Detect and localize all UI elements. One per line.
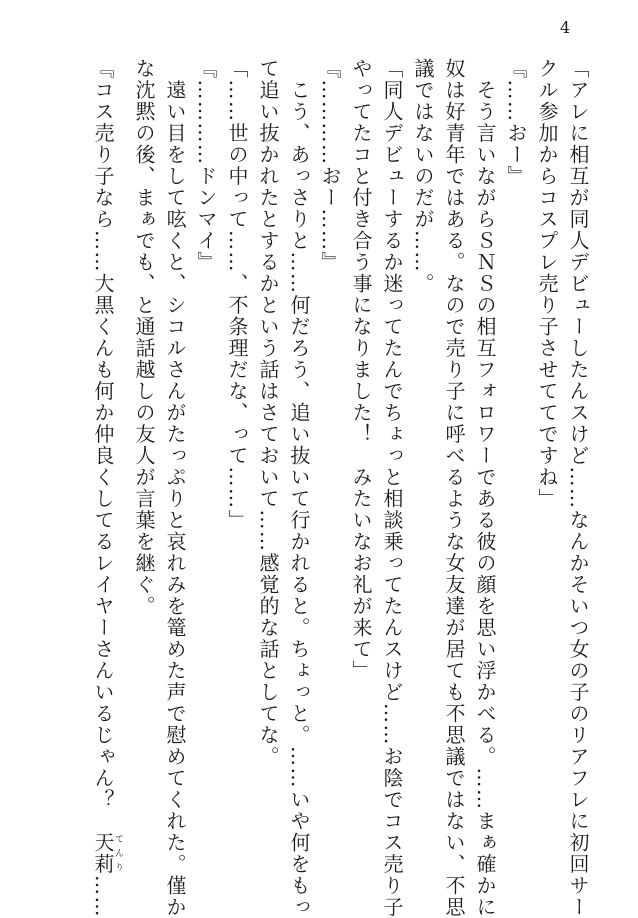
text-line-last-end: …… [91,875,115,918]
text-line: 『……おー』 [504,58,528,187]
text-line: 「アレに相互が同人デビューしたんスけど……なんかそいつ女の子のリアフレに初回サー [566,58,590,918]
text-line: 奴は好青年ではある。なので売り子に呼べるような女友達が居ても不思議ではない、不思 [442,58,466,918]
text-line: 「同人デビューするか迷ってたんでちょっと相談乗ってたんスけど……お陰でコス売り子 [380,58,404,918]
ruby-base: 天莉 [91,832,115,875]
text-line: 議ではないのだが……。 [411,58,435,295]
text-line: 「……世の中って……、不条理だな、って……」 [225,58,249,531]
text-line-last-start: 『コス売り子なら……大黒くんも何か仲良くしてるレイヤーさんいるじゃん？ [91,58,115,832]
name-ruby [91,832,123,875]
text-line: こう、あっさりと……何だろう、追い抜いて行かれると。ちょっと。……いや何をもっ [287,58,311,918]
text-line: な沈黙の後、まぁでも、と通話越しの友人が言葉を継ぐ。 [132,58,156,617]
text-line: そう言いながらＳＮＳの相互フォロワーである彼の顔を思い浮かべる。……まぁ確かに [473,58,497,918]
text-line: 『…………ドンマイ』 [194,58,218,273]
vertical-text-body [91,58,590,918]
text-line: て追い抜かれたとするかという話はさておいて……感覚的な話としてな。 [256,58,280,768]
text-line: 『…………おー……』 [318,58,342,273]
text-line-last [91,58,123,918]
page-number: 4 [560,18,571,37]
ruby-reading: てんり [113,832,123,875]
text-line: 遠い目をして呟くと、シコルさんがたっぷりと哀れみを篭めた声で慰めてくれた。僅か [163,58,187,918]
text-line: やってたコと付き合う事になりました！ みたいなお礼が来て」 [349,58,373,682]
text-line: クル参加からコスプレ売り子させててですね」 [535,58,559,510]
